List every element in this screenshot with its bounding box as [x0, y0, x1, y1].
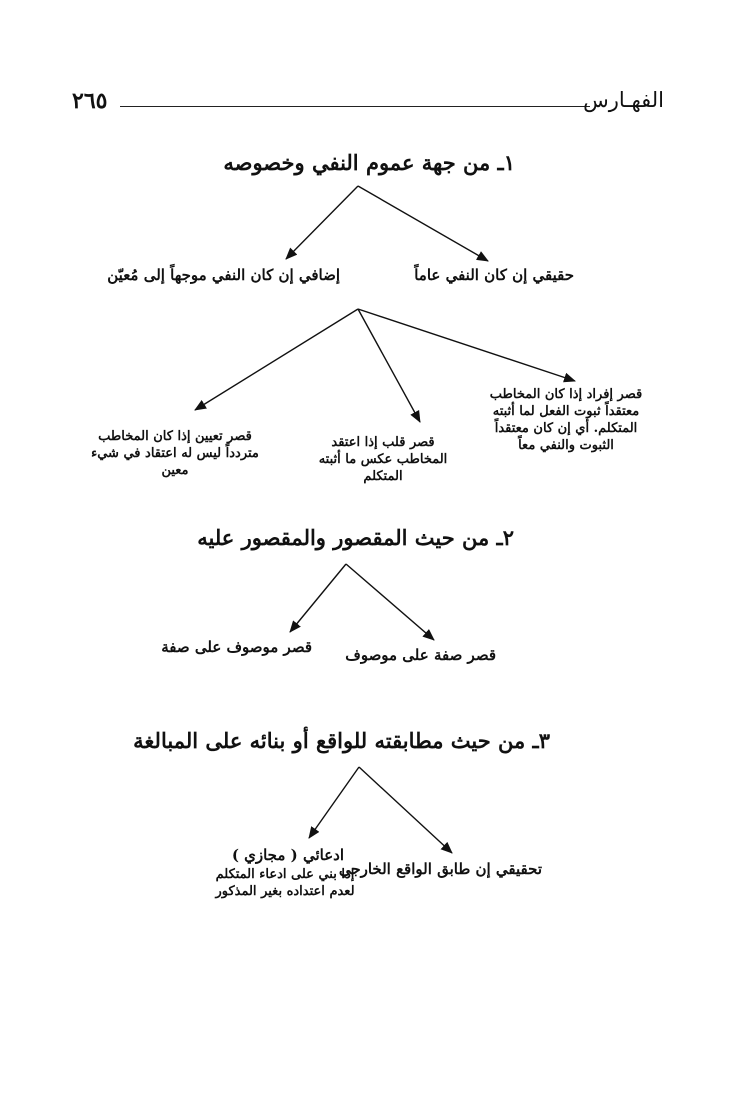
section-3-heading: ٣ـ من حيث مطابقته للواقع أو بنائه على المبالغة — [133, 728, 550, 753]
section-1-branch-haqiqi: حقيقي إن كان النفي عاماً — [414, 266, 574, 284]
arrow-idafi-to-taayin — [195, 309, 358, 410]
arrow-idafi-to-ifrad — [358, 309, 575, 381]
section-3-branch-iddiai-desc: إذا بني على ادعاء المتكلم لعدم اعتداده بغير المذكور — [215, 867, 355, 899]
running-header-title: الفهـارس — [583, 88, 664, 112]
section-1-leaf-taayin: قصر تعيين إذا كان المخاطب متردداً ليس له اعتقاد في شيء معين — [91, 429, 259, 478]
section-3-branch-tahqiqi: تحقيقي إن طابق الواقع الخارجي — [338, 860, 542, 878]
section-1-heading: ١ـ من جهة عموم النفي وخصوصه — [223, 150, 515, 175]
section-2-heading: ٢ـ من حيث المقصور والمقصور عليه — [197, 525, 514, 550]
arrow-s1-to-right — [358, 186, 488, 261]
arrow-s2-to-left — [290, 564, 346, 632]
section-1-leaf-qalb: قصر قلب إذا اعتقد المخاطب عكس ما أثبته المتكلم — [318, 435, 448, 484]
section-1-branch-idafi: إضافي إن كان النفي موجهاً إلى مُعيّن — [107, 266, 340, 284]
section-2-branch-sifa: قصر صفة على موصوف — [345, 646, 496, 664]
arrow-s3-to-left — [309, 767, 359, 838]
page-number: ٢٦٥ — [72, 88, 108, 114]
arrow-s1-to-left — [286, 186, 358, 259]
section-1-leaf-ifrad: قصر إفراد إذا كان المخاطب معتقداً ثبوت الفعل لما أثبته المتكلم. أي إن كان معتقداً الثبوت والنفي معاً — [489, 387, 643, 453]
arrow-s2-to-right — [346, 564, 434, 640]
arrow-s3-to-right — [359, 767, 452, 853]
section-2-branch-mawsuf: قصر موصوف على صفة — [161, 638, 312, 656]
section-3-branch-iddiai-title: ادعائي ( مجازي ) — [231, 846, 344, 864]
